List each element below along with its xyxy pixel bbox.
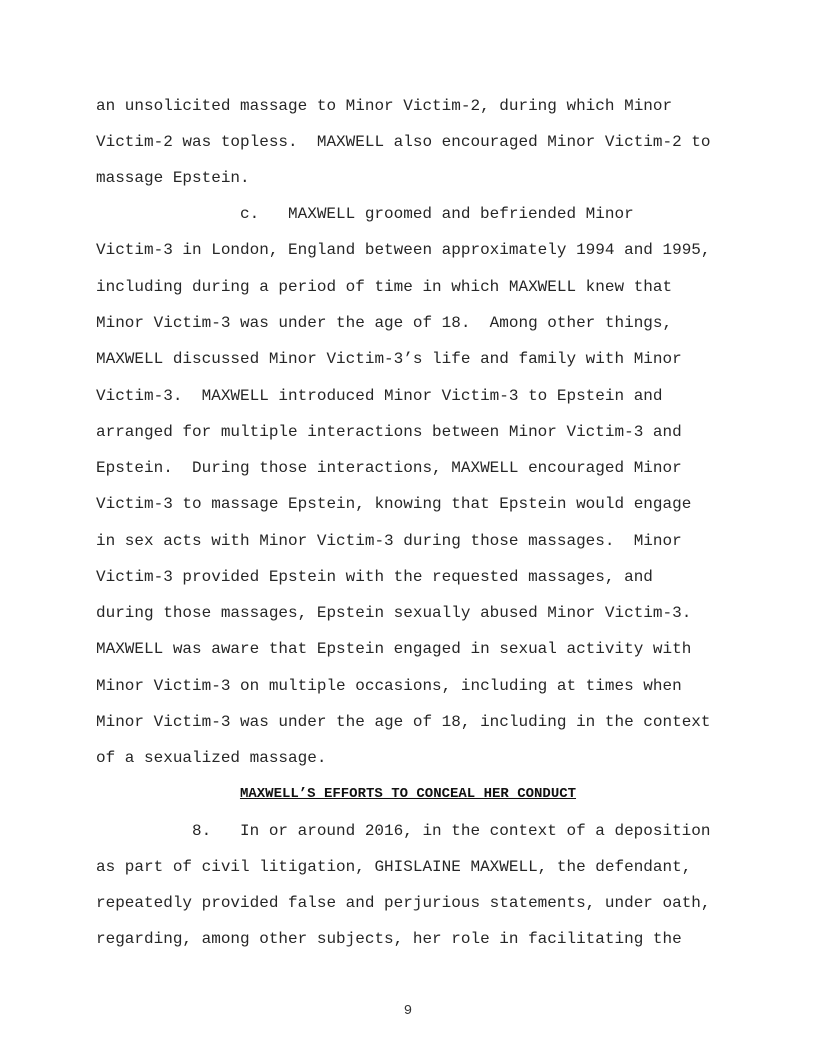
body-text-line: Victim-3 in London, England between approximately 1994 and 1995, <box>96 241 711 259</box>
body-text-line: Minor Victim-3 was under the age of 18. Among other things, <box>96 314 673 332</box>
body-text-line: including during a period of time in which MAXWELL knew that <box>96 278 673 296</box>
body-text-line: Minor Victim-3 on multiple occasions, including at times when <box>96 677 682 695</box>
subparagraph-c-line: c. MAXWELL groomed and befriended Minor <box>240 205 634 223</box>
body-text-line: in sex acts with Minor Victim-3 during those massages. Minor <box>96 532 682 550</box>
body-text-line: arranged for multiple interactions between Minor Victim-3 and <box>96 423 682 441</box>
body-text-line: Victim-3. MAXWELL introduced Minor Victim-3 to Epstein and <box>96 387 663 405</box>
page-number: 9 <box>403 1003 413 1019</box>
body-text-line: Minor Victim-3 was under the age of 18, including in the context <box>96 713 711 731</box>
body-text-line: Victim-3 provided Epstein with the requested massages, and <box>96 568 653 586</box>
body-text-line: Victim-2 was topless. MAXWELL also encouraged Minor Victim-2 to <box>96 133 711 151</box>
body-text-line: as part of civil litigation, GHISLAINE MAXWELL, the defendant, <box>96 858 692 876</box>
body-text-line: during those massages, Epstein sexually abused Minor Victim-3. <box>96 604 692 622</box>
body-text-line: Epstein. During those interactions, MAXWELL encouraged Minor <box>96 459 682 477</box>
body-text-line: Victim-3 to massage Epstein, knowing that Epstein would engage <box>96 495 692 513</box>
body-text-line: repeatedly provided false and perjurious statements, under oath, <box>96 894 711 912</box>
paragraph-8-line: 8. In or around 2016, in the context of a deposition <box>192 822 711 840</box>
body-text-line: of a sexualized massage. <box>96 749 327 767</box>
body-text-line: MAXWELL was aware that Epstein engaged in sexual activity with <box>96 640 692 658</box>
body-text-line: regarding, among other subjects, her role in facilitating the <box>96 930 682 948</box>
body-text-line: massage Epstein. <box>96 169 250 187</box>
section-heading: MAXWELL’S EFFORTS TO CONCEAL HER CONDUCT <box>239 786 577 802</box>
body-text-line: MAXWELL discussed Minor Victim-3’s life and family with Minor <box>96 350 682 368</box>
body-text-line: an unsolicited massage to Minor Victim-2, during which Minor <box>96 97 673 115</box>
